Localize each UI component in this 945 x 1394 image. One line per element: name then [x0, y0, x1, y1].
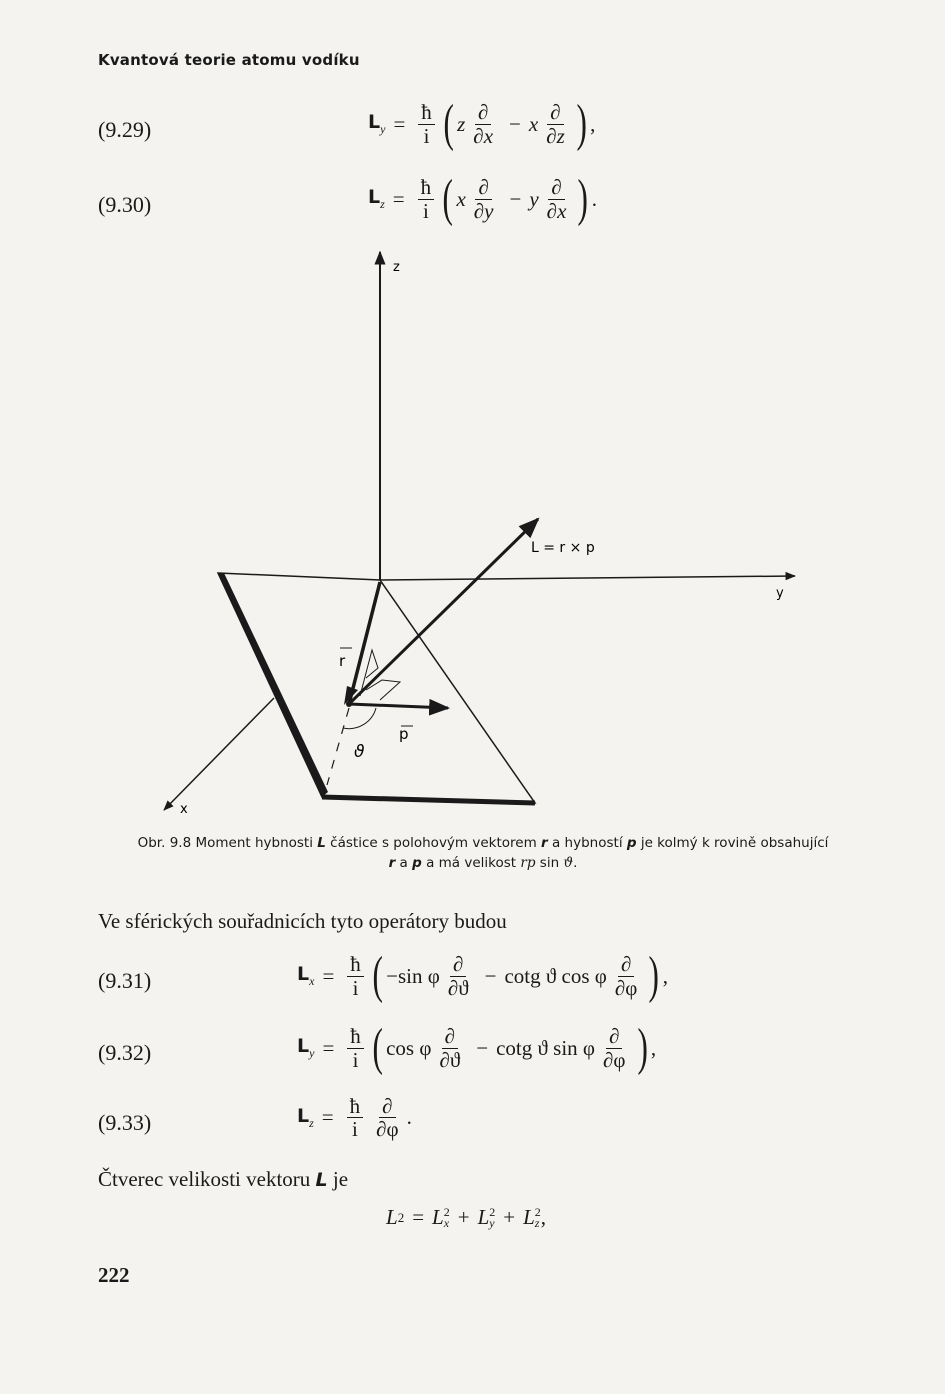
equation-number: (9.33)	[98, 1110, 152, 1135]
running-head: Kvantová teorie atomu vodíku	[98, 51, 360, 69]
paragraph: Ve sférických souřadnicích tyto operátory budou	[98, 909, 507, 933]
label-theta: ϑ	[354, 742, 365, 762]
equation-number: (9.29)	[98, 117, 152, 142]
plane	[218, 573, 535, 803]
y-axis-label: y	[776, 586, 784, 601]
page-number: 222	[98, 1263, 130, 1287]
paragraph: Čtverec velikosti vektoru L je	[98, 1167, 349, 1191]
equation-number: (9.32)	[98, 1040, 152, 1065]
equation-9-32: $L_y$ = $\frac{ħ}{i}$ ( cos φ $\frac{\partial}{\partial ϑ}$ − cotg ϑ sin φ $\frac{\partial}{\partial\varphi}$ ) ,	[297, 1019, 657, 1076]
figure-caption: Obr. 9.8 Moment hybnosti L částice s polohovým vektorem r a hybností p je kolmý k rovině obsahující r a p a má velikost rp sin ϑ.	[137, 835, 829, 871]
x-axis-label: x	[180, 802, 188, 817]
equation-number: (9.31)	[98, 968, 152, 993]
equation-number: (9.30)	[98, 192, 152, 217]
equation-9-33: $L_z$ = $\frac{ħ}{i}$ $\frac{\partial}{\partial\varphi}$ .	[297, 1094, 412, 1142]
vector-r	[349, 582, 380, 704]
operator-L: $L_y$	[368, 111, 386, 136]
r-extension	[327, 708, 349, 785]
label-L: L = r × p	[531, 540, 595, 556]
plane-edge	[218, 573, 328, 797]
equation-9-31: $L_x$ = $\frac{ħ}{i}$ ( −sin φ $\frac{\partial}{\partial ϑ}$ − cotg ϑ cos φ $\frac{\partial}{\partial\varphi}$ ) ,	[297, 947, 668, 1004]
label-r: r	[339, 652, 346, 670]
z-axis-label: z	[393, 260, 400, 275]
y-axis	[380, 576, 795, 580]
equation-L-squared: L 2 = L 2 x + L 2 y + L 2 z ,	[386, 1204, 547, 1230]
x-axis	[164, 698, 274, 810]
vector-L	[349, 519, 538, 704]
equation-9-30: $L_z$ = $\frac{ħ}{i}$ ( x $\frac{\partial}{\partial y}$ − y $\frac{\partial}{\partial x}$ ) .	[368, 170, 597, 227]
label-p: p	[399, 725, 409, 743]
plane-front-edge	[322, 797, 535, 803]
equation-9-29: $L_y$ = $\frac{ħ}{i}$ ( z $\frac{\partial}{\partial x}$ − x $\frac{\partial}{\partial z}$ ) ,	[368, 95, 596, 152]
operator-L: $L_z$	[368, 186, 385, 211]
vector-p	[349, 704, 448, 708]
